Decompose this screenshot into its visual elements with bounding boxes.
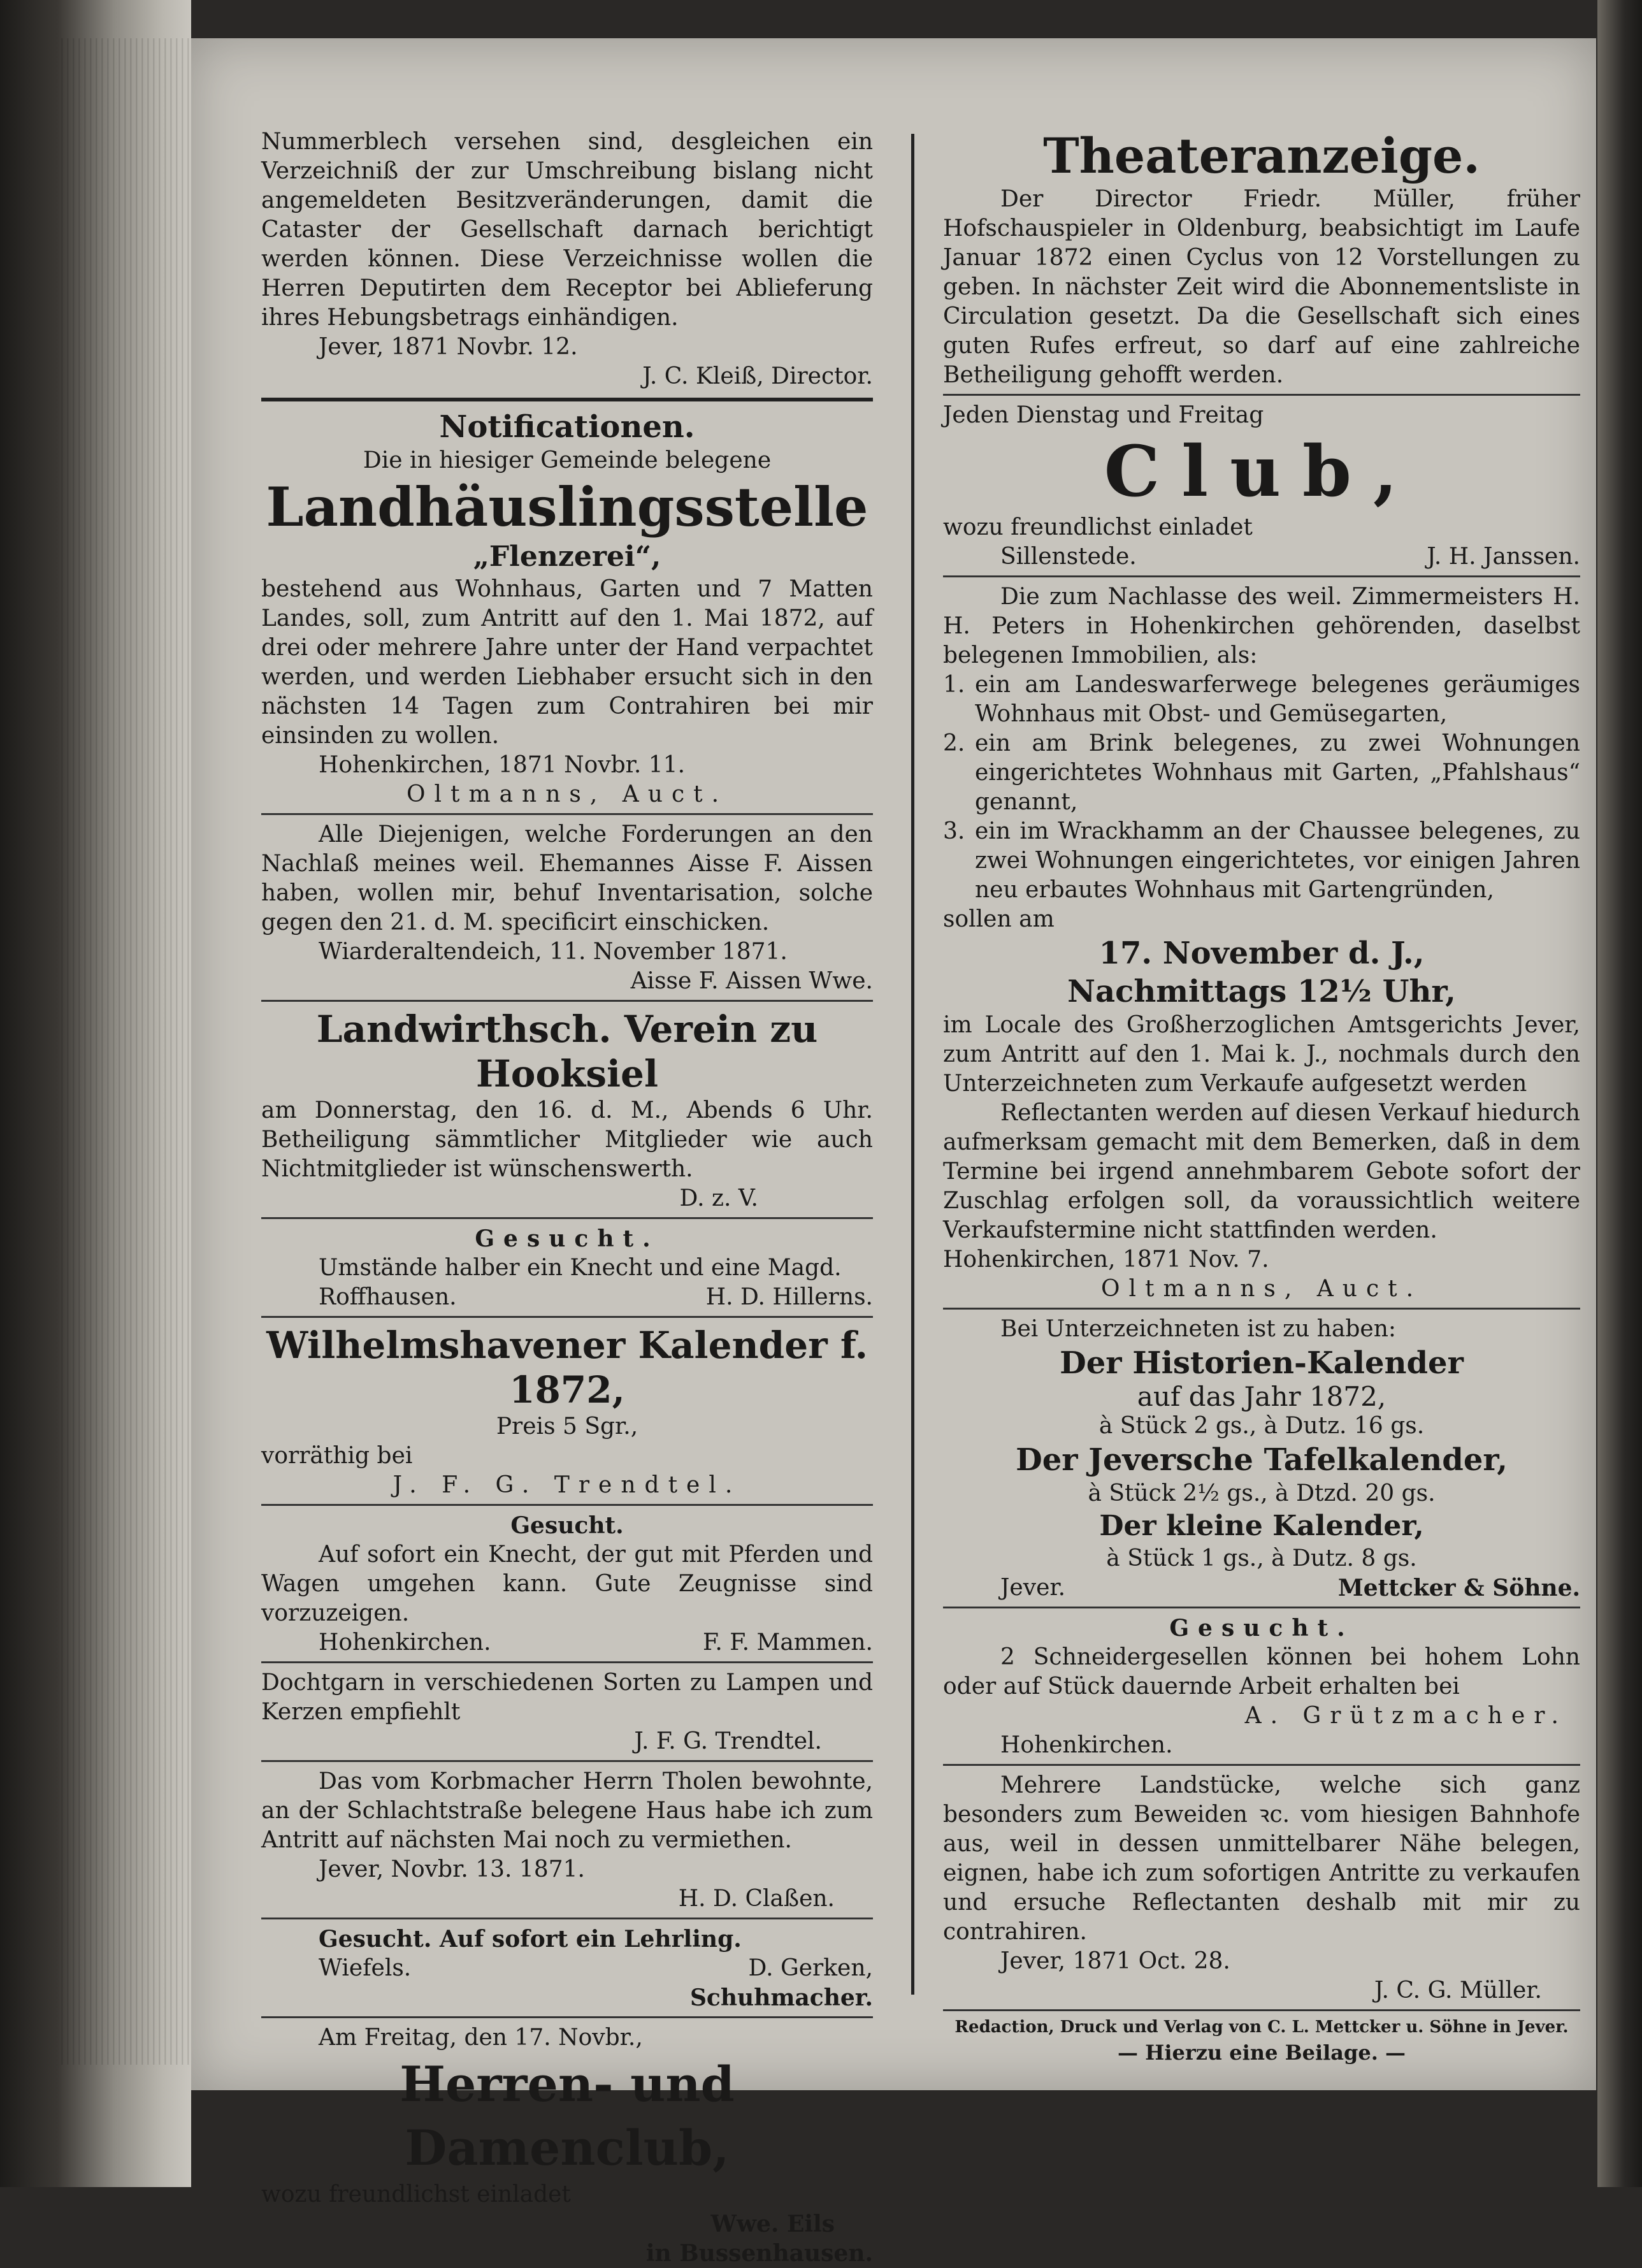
notifications-heading: Notificationen. [439, 409, 695, 445]
ad-divider [261, 1918, 873, 1919]
nachlass-text2: im Locale des Großherzoglichen Amtsgerichts Jever, zum Antritt auf den 1. Mai k. J., nochmals durch den Unterzeichneten zum Verkaufe aufgesetzt werden [943, 1012, 1580, 1097]
gesucht-heading: Gesucht. [475, 1225, 659, 1252]
kalender-signature: J. F. G. Trendtel. [392, 1472, 742, 1498]
notification-big-title: Landhäuslingsstelle [266, 475, 868, 538]
landstuecke-signature: J. C. G. Müller. [1374, 1977, 1542, 2004]
ad-divider [943, 1764, 1580, 1766]
nachlass-item-3 [943, 817, 1580, 905]
claims-date: Wiarderaltendeich, 11. November 1871. [319, 939, 788, 965]
verein-text: am Donnerstag, den 16. d. M., Abends 6 Uhr. Betheiligung sämmtlicher Mitglieder wie auch Nichtmitglieder ist wünschenswerth. [261, 1097, 873, 1182]
kalender-price: Preis 5 Sgr., [496, 1413, 638, 1440]
nachlass-sollen: sollen am [943, 906, 1055, 932]
column-divider [911, 134, 914, 1995]
dochtgarn-text: Dochtgarn in verschiedenen Sorten zu Lampen und Kerzen empfiehlt [261, 1670, 873, 1725]
beilage-notice: — Hierzu eine Beilage. — [1117, 2040, 1406, 2065]
book-spine-shadow [1597, 0, 1642, 2187]
tafelkalender-price: à Stück 2½ gs., à Dtzd. 20 gs. [1088, 1480, 1436, 1506]
ad-divider [261, 1000, 873, 1002]
damenclub-signature-place: in Bussenhausen. [645, 2240, 873, 2267]
notification-intro: Die in hiesiger Gemeinde belegene [363, 447, 772, 473]
kalender-publisher-signature: Mettcker & Söhne. [1337, 1575, 1580, 1601]
gesucht-signature-row [261, 1283, 873, 1312]
nachlass-item-text: ein im Wrackhamm an der Chaussee belegenes, zu zwei Wohnungen eingerichtetes, vor einigen Jahren neu erbautes Wohnhaus mit Gartengründen, [975, 818, 1580, 903]
lehrling-signature-title: Schuhmacher. [689, 1984, 873, 2011]
club-place: Sillenstede. [1000, 544, 1137, 570]
nachlass-text: Die zum Nachlasse des weil. Zimmermeisters H. H. Peters in Hohenkirchen gehörenden, daselbst belegenen Immobilien, als: [943, 584, 1580, 668]
nachlass-signature: Oltmanns, Auct. [1100, 1276, 1423, 1302]
gesucht2-signature: F. F. Mammen. [702, 1629, 873, 1656]
club-signature: J. H. Janssen. [1427, 544, 1580, 570]
haus-date: Jever, Novbr. 13. 1871. [319, 1856, 585, 1882]
notification-property-name: „Flenzerei“, [473, 540, 661, 573]
lehrling-signature-row [261, 1954, 873, 1983]
ad-divider [943, 394, 1580, 396]
kleiner-kalender-price: à Stück 1 gs., à Dutz. 8 gs. [1106, 1545, 1417, 1571]
gesucht2-place: Hohenkirchen. [319, 1629, 491, 1656]
book-page-edge-lines [57, 38, 191, 2065]
nachlass-date: Hohenkirchen, 1871 Nov. 7. [943, 1246, 1269, 1273]
gesucht2-heading: Gesucht. [510, 1512, 624, 1539]
schneider-place: Hohenkirchen. [1000, 1732, 1173, 1758]
nachlass-date-heading: 17. November d. J., [1098, 935, 1425, 971]
schneider-signature: A. Grützmacher. [1244, 1703, 1567, 1729]
claims-text: Alle Diejenigen, welche Forderungen an den Nachlaß meines weil. Ehemannes Aisse F. Aissen haben, wollen mir, behuf Inventarisation, solche gegen den 21. d. M. specificirt einschicken. [261, 821, 873, 935]
nachlass-item-number: 2. [943, 730, 965, 756]
continued-notice-signature: J. C. Kleiß, Director. [642, 363, 873, 389]
right-column [943, 127, 1580, 2067]
ad-divider [261, 2016, 873, 2018]
newspaper-page [191, 38, 1596, 2267]
lehrling-text: Gesucht. Auf sofort ein Lehrling. [319, 1926, 742, 1953]
notification-text: bestehend aus Wohnhaus, Garten und 7 Matten Landes, soll, zum Antritt auf den 1. Mai 1872, auf drei oder mehrere Jahre unter der Hand verpachtet werden, und werden Liebhaber ersucht sich in den nächsten 14 Tagen zum Contrahiren bei mir einsinden zu wollen. [261, 576, 873, 749]
lehrling-signature: D. Gerken, [748, 1955, 873, 1981]
schneider-text: 2 Schneidergesellen können bei hohem Lohn oder auf Stück dauernde Arbeit erhalten bei [943, 1644, 1580, 1700]
nachlass-item-number: 1. [943, 672, 965, 698]
club-title: Club, [1104, 430, 1420, 512]
historien-kalender-year: auf das Jahr 1872, [1137, 1381, 1386, 1412]
nachlass-time-heading: Nachmittags 12½ Uhr, [1067, 974, 1456, 1009]
landstuecke-date: Jever, 1871 Oct. 28. [1000, 1948, 1230, 1974]
dochtgarn-signature: J. F. G. Trendtel. [634, 1728, 822, 1754]
tafelkalender-title: Der Jeversche Tafelkalender, [1016, 1442, 1508, 1478]
kalender-place: Jever. [1000, 1575, 1066, 1601]
gesucht2-signature-row [261, 1628, 873, 1658]
kalender-signature-row [943, 1573, 1580, 1603]
nachlass-text3: Reflectanten werden auf diesen Verkauf hiedurch aufmerksam gemacht mit dem Bemerken, daß in dem Termine bei irgend annehmbarem Gebote sofort der Zuschlag erfolgen soll, da voraussichtlich weitere Verkaufstermine nicht stattfinden werden. [943, 1100, 1580, 1243]
ad-divider [261, 1760, 873, 1762]
theater-heading: Theateranzeige. [1043, 127, 1480, 184]
notification-date: Hohenkirchen, 1871 Novbr. 11. [319, 752, 686, 778]
ad-divider [943, 1308, 1580, 1310]
ad-divider [261, 1316, 873, 1318]
lehrling-place: Wiefels. [319, 1955, 412, 1981]
gesucht-place: Roffhausen. [319, 1284, 457, 1310]
nachlass-item-1 [943, 670, 1580, 729]
ad-divider [261, 1217, 873, 1219]
kalender-intro: Bei Unterzeichneten ist zu haben: [1000, 1316, 1397, 1342]
verein-signature: D. z. V. [679, 1185, 758, 1211]
ad-divider [261, 1504, 873, 1506]
landstuecke-text: Mehrere Landstücke, welche sich ganz besonders zum Beweiden ꝛc. vom hiesigen Bahnhofe aus, weil in dessen unmittelbarer Nähe belegen, eignen, habe ich zum sofortigen Antritte zu verkaufen und ersuche Reflectanten deshalb mit mir zu contrahiren. [943, 1772, 1580, 1945]
notification-signature: Oltmanns, Auct. [406, 781, 728, 807]
ad-divider [943, 575, 1580, 577]
nachlass-item-text: ein am Landeswarferwege belegenes geräumiges Wohnhaus mit Obst- und Gemüsegarten, [975, 672, 1580, 727]
gesucht2-text: Auf sofort ein Knecht, der gut mit Pferden und Wagen umgehen kann. Gute Zeugnisse sind vorzuzeigen. [261, 1542, 873, 1626]
continued-notice-date: Jever, 1871 Novbr. 12. [319, 334, 578, 360]
gesucht-signature: H. D. Hillerns. [705, 1284, 873, 1310]
continued-notice-text: Nummerblech versehen sind, desgleichen ein Verzeichniß der zur Umschreibung bislang nicht angemeldeten Besitzveränderungen, damit die Cataster der Gesellschaft darnach berichtigt werden können. Diese Verzeichnisse wollen die Herren Deputirten dem Receptor bei Ablieferung ihres Hebungsbetrags einhändigen. [261, 129, 873, 331]
imprint-line: Redaction, Druck und Verlag von C. L. Mettcker u. Söhne in Jever. [954, 2018, 1569, 2037]
club-intro: Jeden Dienstag und Freitag [943, 402, 1264, 428]
claims-signature: Aisse F. Aissen Wwe. [630, 968, 873, 994]
footer-divider [943, 2009, 1580, 2011]
verein-heading: Landwirthsch. Verein zu Hooksiel [316, 1008, 818, 1095]
kalender-heading: Wilhelmshavener Kalender f. 1872, [266, 1324, 868, 1412]
damenclub-title: Herren- und Damenclub, [400, 2056, 735, 2176]
haus-text: Das vom Korbmacher Herrn Tholen bewohnte, an der Schlachtstraße belegene Haus habe ich zum Antritt auf nächsten Mai noch zu vermiethen. [261, 1768, 873, 1853]
club-signature-row [943, 542, 1580, 572]
historien-kalender-price: à Stück 2 gs., à Dutz. 16 gs. [1098, 1413, 1425, 1439]
nachlass-item-number: 3. [943, 818, 965, 844]
nachlass-item-2 [943, 729, 1580, 817]
ad-divider [261, 813, 873, 815]
kleiner-kalender-title: Der kleine Kalender, [1099, 1510, 1424, 1542]
damenclub-text: wozu freundlichst einladet [261, 2181, 571, 2207]
historien-kalender-title: Der Historien-Kalender [1060, 1345, 1464, 1381]
damenclub-intro: Am Freitag, den 17. Novbr., [319, 2025, 643, 2051]
gesucht-text: Umstände halber ein Knecht und eine Magd. [319, 1255, 842, 1281]
ad-divider [261, 1661, 873, 1663]
ad-divider [943, 1607, 1580, 1608]
kalender-text: vorräthig bei [261, 1443, 413, 1469]
haus-signature: H. D. Claßen. [678, 1886, 835, 1912]
theater-text: Der Director Friedr. Müller, früher Hofschauspieler in Oldenburg, beabsichtigt im Laufe Januar 1872 einen Cyclus von 12 Vorstellungen zu geben. In nächster Zeit wird die Abonnementsliste in Circulation gesetzt. Da die Gesellschaft sich eines guten Rufes erfreut, so darf auf eine zahlreiche Betheiligung gehofft werden. [943, 186, 1580, 388]
section-divider [261, 398, 873, 401]
club-text: wozu freundlichst einladet [943, 514, 1253, 540]
nachlass-item-text: ein am Brink belegenes, zu zwei Wohnungen eingerichtetes Wohnhaus mit Garten, „Pfahlshaus“ genannt, [975, 730, 1580, 815]
left-column [261, 127, 873, 2268]
damenclub-signature: Wwe. Eils [710, 2211, 835, 2237]
schneider-heading: Gesucht. [1169, 1615, 1354, 1642]
